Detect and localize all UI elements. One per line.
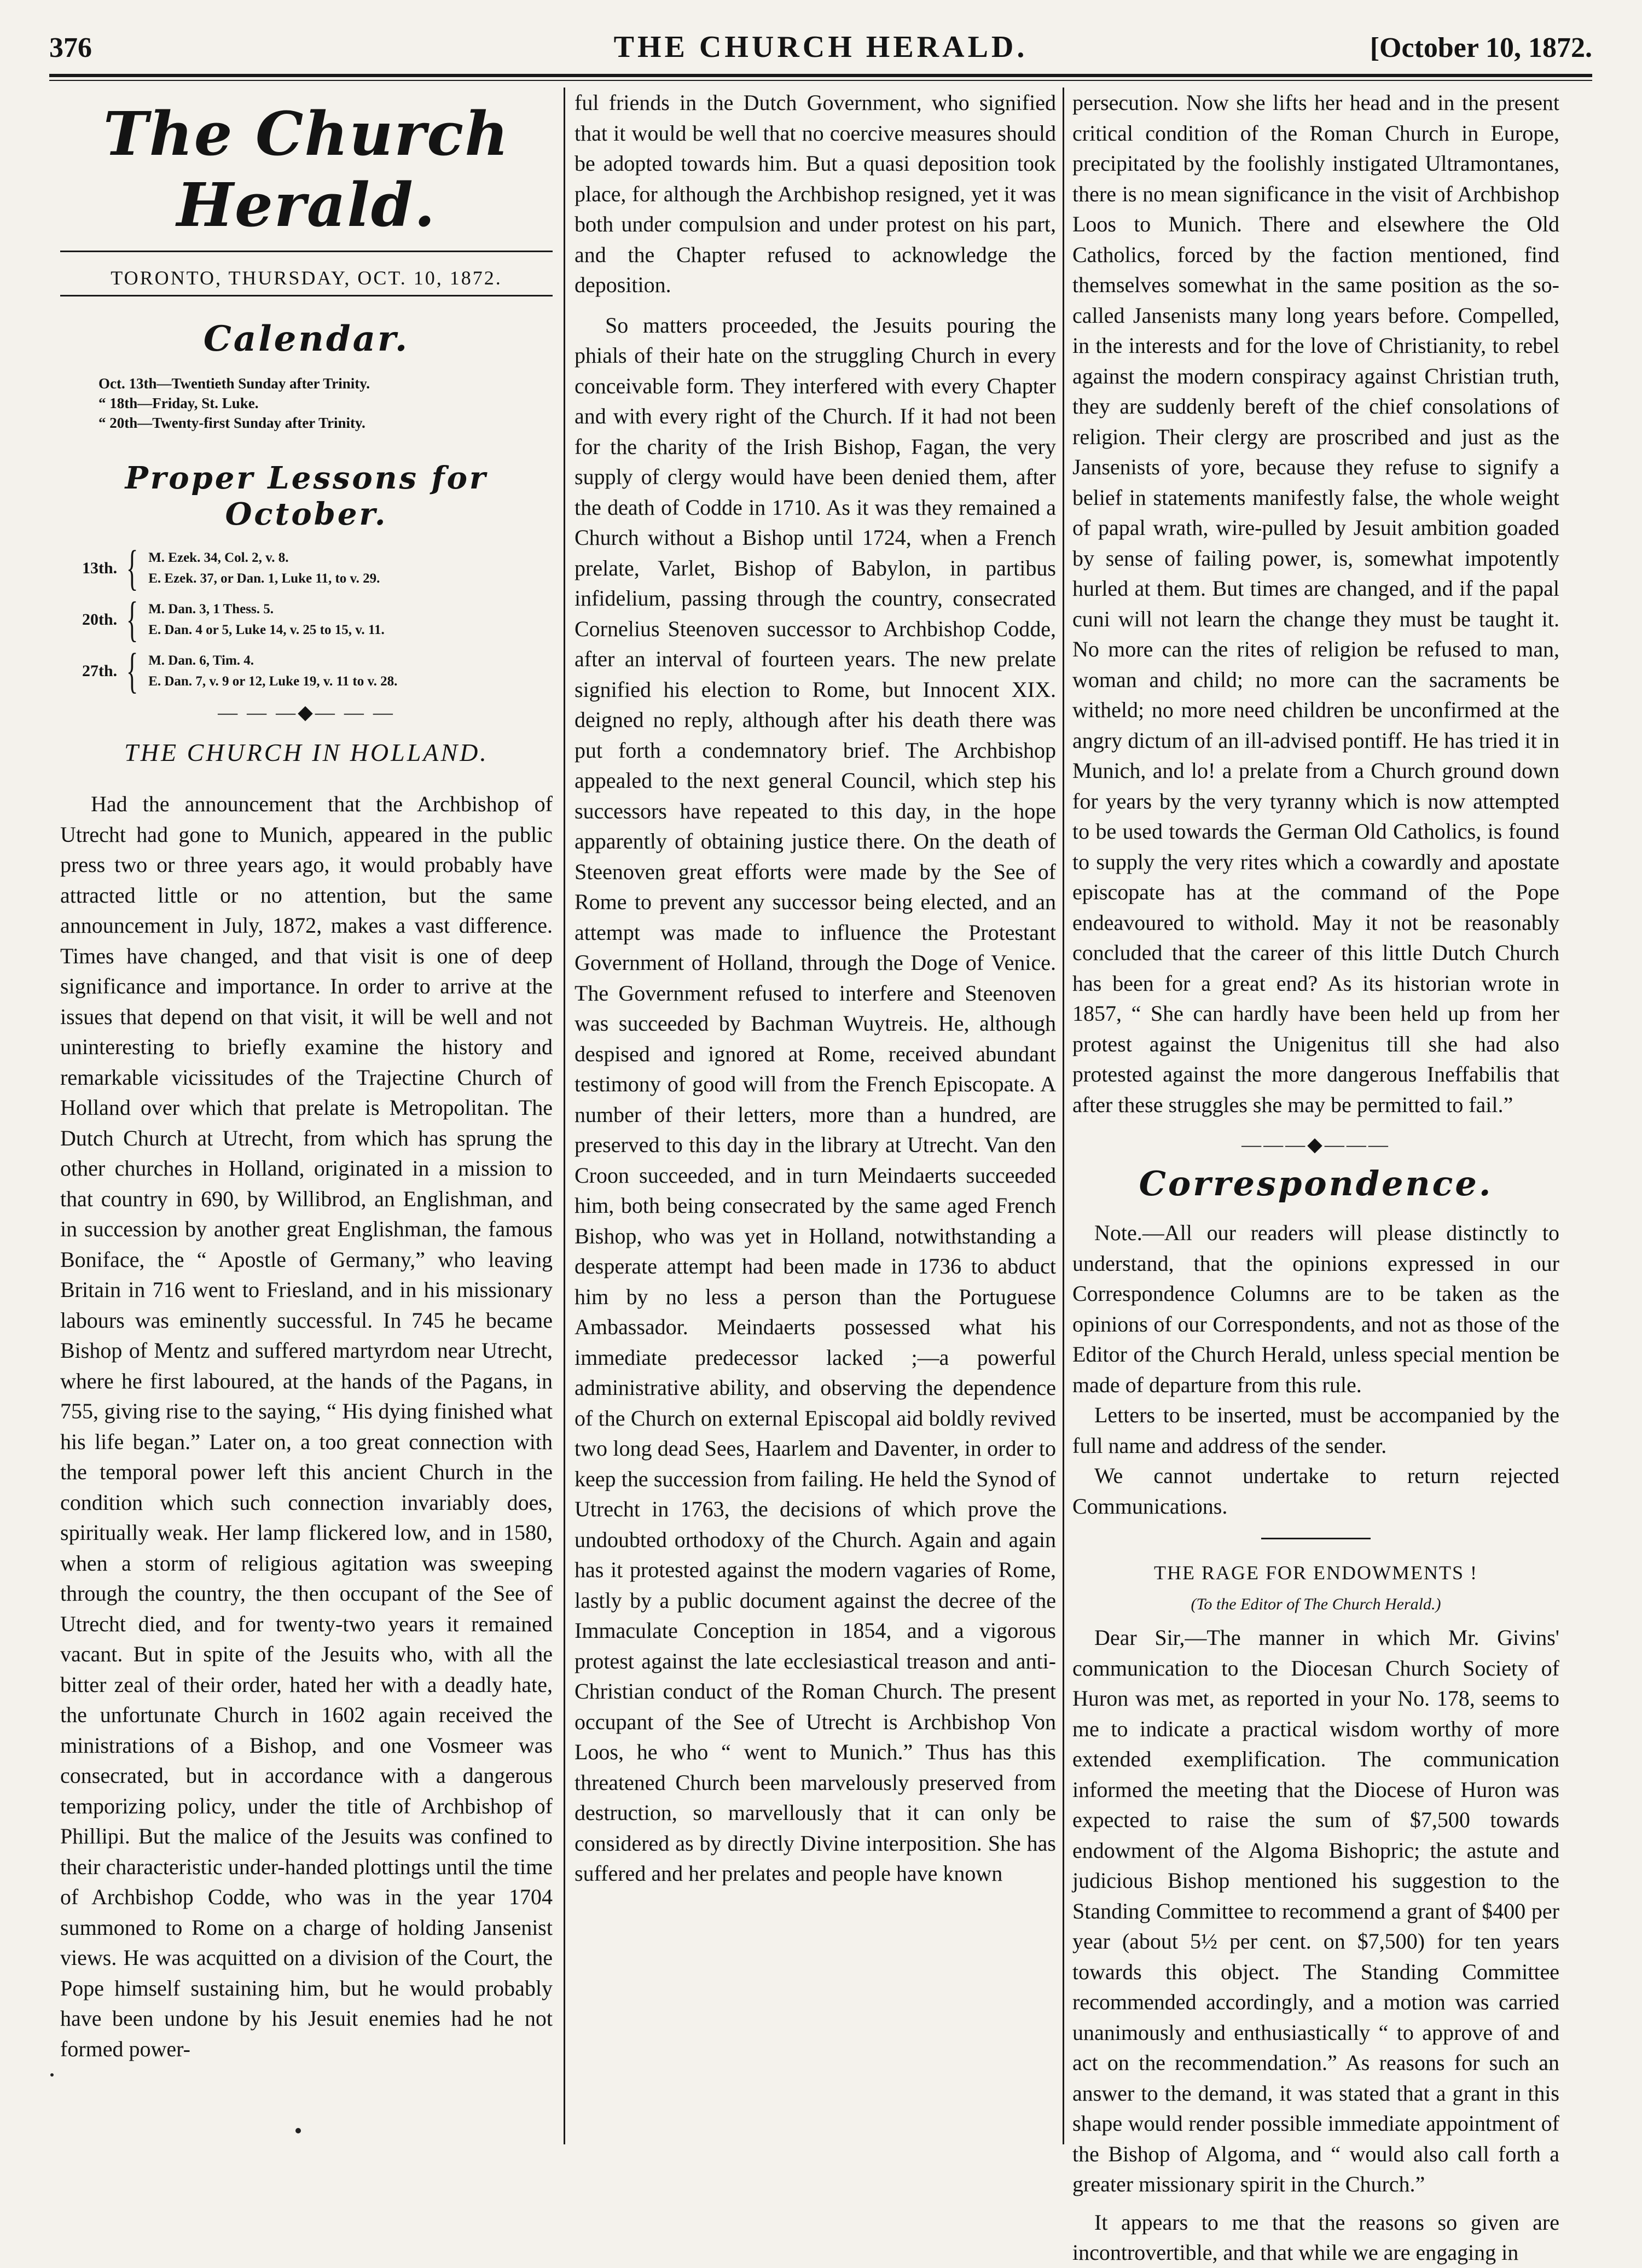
lesson-row — [82, 592, 553, 647]
lesson-row — [82, 541, 553, 595]
masthead-rule — [60, 251, 553, 252]
morning-lesson: M. Ezek. 34, Col. 2, v. 8. — [148, 550, 289, 565]
section-rule — [1261, 1538, 1371, 1539]
lesson-lines — [148, 599, 385, 641]
editor-note: Note.—All our readers will please distinctly to understand, that the opinions expressed in our Correspondence Columns are to be taken as the opinions of our Correspondents, and not as those of the Editor of the Church Herald, unless special mention be made of departure from this rule. — [1072, 1220, 1559, 1397]
article-heading: THE CHURCH IN HOLLAND. — [124, 738, 489, 766]
calendar-heading: Calendar. — [203, 318, 410, 359]
page-number: 376 — [49, 32, 92, 63]
dateline: TORONTO, THURSDAY, OCT. 10, 1872. — [111, 267, 502, 289]
header-rule-thin — [49, 80, 1592, 81]
lessons-heading: Proper Lessons for October. — [125, 460, 488, 532]
ornament-divider: — — —◆— — — — [218, 701, 395, 723]
article-paragraph: Had the announcement that the Archbishop of Utrecht had gone to Munich, appeared in the public press two or three years ago, it would probably have attracted little or no attention, but the same announcement in July, 1872, makes a vast difference. Times have changed, and that visit is one of deep significance and importance. In order to arrive at the issues that depend on that visit, it will be well and not uninteresting to briefly examine the history and remarkable vicissitudes of the Trajectine Church of Holland over which that prelate is Metropolitan. The Dutch Church at Utrecht, from which has sprung the other churches in Holland, originated in a mission to that country in 690, by Willibrod, an Englishman, and in succession by another great Englishman, the famous Boniface, the “ Apostle of Germany,” who leaving Britain in 716 went to Friesland, and in his missionary labours was eminently successful. In 745 he became Bishop of Mentz and suffered martyrdom near Utrecht, where he first laboured, at the hands of the Pagans, in 755, giving rise to the saying, “ His dying finished what his life began.” Later on, a too great connection with the temporal power left this ancient Church in the condition which such connection invariably does, spiritually weak. Her lamp flickered low, and in 1580, when a storm of religious agitation was sweeping through the country, the then occupant of the See of Utrecht died, and for twenty-two years it remained vacant. But in spite of the Jesuits who, with all the bitter zeal of their order, hated her with a deadly hate, the unfortunate Church in 1602 again received the ministrations of a Bishop, and one Vosmeer was consecrated, but in accordance with a dangerous temporizing policy, under the title of Archbishop of Phillipi. But the malice of the Jesuits was confined to their characteristic under-handed plottings until the time of Archbishop Codde, who was in the year 1704 summoned to Rome on a charge of holding Jansenist views. He was acquitted on a division of the Court, the Pope himself sustaining him, but he would probably have been undone by his Jesuit enemies had he not formed power- — [60, 792, 553, 2061]
running-header — [49, 22, 1592, 71]
editor-note: Letters to be inserted, must be accompanied by the full name and address of the sender. — [1072, 1403, 1559, 1458]
dateline-rule — [60, 295, 553, 296]
lesson-day: 27th. — [82, 662, 118, 680]
lesson-day: 20th. — [82, 610, 118, 629]
editor-note: We cannot undertake to return rejected Communications. — [1072, 1463, 1559, 1519]
brace-icon: { — [126, 592, 138, 647]
publication-title: THE CHURCH HERALD. — [613, 30, 1028, 64]
correspondence-heading: Correspondence. — [1139, 1164, 1493, 1203]
evening-lesson: E. Ezek. 37, or Dan. 1, Luke 11, to v. 29. — [148, 571, 380, 586]
issue-date: [October 10, 1872. — [1370, 32, 1592, 63]
calendar-entry: “ 18th—Friday, St. Luke. — [98, 395, 259, 411]
column-1 — [60, 88, 553, 2140]
lesson-row — [82, 644, 553, 698]
calendar-entry: “ 20th—Twenty-first Sunday after Trinity. — [98, 415, 365, 431]
letter-paragraph: Dear Sir,—The manner in which Mr. Givins' communication to the Diocesan Church Society of Huron was met, as reported in your No. 178, seems to me to indicate a practical wisdom worthy of more extended exemplification. The communication informed the meeting that the Diocese of Huron was expected to raise the sum of $7,500 towards endowment of the Algoma Bishopric; the astute and judicious Bishop mentioned his suggestion to the Standing Committee to recommend a grant of $400 per year (about 5½ per cent. on $7,500) for ten years towards this object. The Standing Committee recommended accordingly, and a motion was carried unanimously and enthusiastically “ to approve of and act on the recommendation.” As reasons for such an answer to the demand, it was stated that a grant in this shape would render possible immediate appointment of the Bishop of Algoma, and “ would also call forth a greater missionary spirit in the Church.” — [1072, 1625, 1559, 2196]
header-rule-thick — [49, 74, 1592, 77]
letter-addressee: (To the Editor of The Church Herald.) — [1191, 1595, 1441, 1613]
lessons-table — [82, 541, 553, 698]
morning-lesson: M. Dan. 6, Tim. 4. — [148, 653, 254, 668]
article-paragraph: persecution. Now she lifts her head and in the present critical condition of the Roman Church in Europe, precipitated by the foolishly instigated Ultramontanes, there is no mean significance in the visit of Archbishop Loos to Munich. There and elsewhere the Old Catholics, forced by the faction mentioned, find themselves somewhat in the same position as the so-called Jansenists many long years before. Compelled, in the interests and for the love of Christianity, to rebel against the modern conspiracy against Christian truth, they are suddenly bereft of the chief consolations of religion. Their clergy are proscribed and just as the Jansenists of yore, because they refuse to signify a belief in statements manifestly false, the whole weight of papal wrath, wire-pulled by Jesuit ambition goaded by sense of failing power, is, somewhat impotently hurled at them. But times are changed, and if the papal cuni will not learn the change they must be taught it. No more can the rites of religion be refused to man, woman and child; no more can the sacraments be witheld; no more need children be unconfirmed at the angry dictum of an ill-advised pontiff. He has tried it in Munich, and lo! a prelate from a Church ground down for years by the very tyranny which is now attempted to be used towards the German Old Catholics, is found to supply the very rites which a cowardly and apostate episcopate has at the command of the Pope endeavoured to withold. May it not be reasonably concluded that the career of this little Dutch Church has been for a great end? As its historian wrote in 1857, “ She can hardly have been held up from her protest against the Unigenitus till she had also protested against the more dangerous Ineffabilis that after these struggles she may be permitted to fail.” — [1072, 90, 1559, 1117]
letter-paragraph: It appears to me that the reasons so given are incontrovertible, and that while we are engaging in — [1072, 2209, 1559, 2265]
letter-heading: THE RAGE FOR ENDOWMENTS ! — [1154, 1562, 1478, 1584]
brace-icon: { — [126, 541, 138, 595]
column-2 — [575, 88, 1056, 2140]
lesson-lines — [148, 650, 397, 692]
column-rule-2 — [1063, 88, 1064, 2144]
column-rule-1 — [564, 88, 565, 2144]
column-3 — [1072, 88, 1559, 2265]
print-speck — [295, 2128, 301, 2133]
article-paragraph: So matters proceeded, the Jesuits pouring the phials of their hate on the struggling Church in every conceivable form. They interfered with every Chapter and with every right of the Church. If it had not been for the charity of the Irish Bishop, Fagan, the very supply of clergy would have been denied them, after the death of Codde in 1710. As it was they remained a Church without a Bishop until 1724, when a French prelate, Varlet, Bishop of Babylon, in partibus infidelium, passing through the country, consecrated Cornelius Steenoven successor to Archbishop Codde, after an interval of fourteen years. The new prelate signified his election to Rome, but Innocent XIX. deigned no reply, although after his death there was put forth a condemnatory brief. The Archbishop appealed to the next general Council, which step his successors have repeated to this day, in the hope apparently of obtaining justice there. On the death of Steenoven great efforts were made by the See of Rome to prevent any successor being elected, and an attempt was made to influence the Protestant Government of Holland, through the Doge of Venice. The Government refused to interfere and Steenoven was succeeded by Bachman Wuytreis. He, although despised and ignored at Rome, received abundant testimony of good will from the French Episcopate. A number of their letters, more than a hundred, are preserved to this day in the library at Utrecht. Van den Croon succeeded, and in turn Meindaerts succeeded him, both being consecrated by the same aged French Bishop, who was yet in Holland, notwithstanding a desperate attempt had been made in 1736 to abduct him by no less a person than the Portuguese Ambassador. Meindaerts possessed what his immediate predecessor lacked ;—a powerful administrative ability, and observing the dependence of the Church on external Episcopal aid boldly revived two long dead Sees, Haarlem and Daventer, in order to keep the succession from failing. He held the Synod of Utrecht in 1763, the decisions of which prove the undoubted orthodoxy of the Church. Again and again has it protested against the modern vagaries of Rome, lastly by a public document against the decree of the Immaculate Conception in 1854, and a vigorous protest against the late ecclesiastical treason and anti-Christian conduct of the Roman Church. The present occupant of the See of Utrecht is Archbishop Von Loos, he who “ went to Munich.” Thus has this threatened Church been marvelously preserved from destruction, so marvellously that it can only be considered as by directly Divine interposition. She has suffered and her prelates and people have known — [575, 312, 1056, 1886]
evening-lesson: E. Dan. 4 or 5, Luke 14, v. 25 to 15, v. 11. — [148, 623, 385, 637]
calendar-entry: Oct. 13th—Twentieth Sunday after Trinity. — [98, 375, 370, 392]
lesson-day: 13th. — [82, 559, 118, 577]
evening-lesson: E. Dan. 7, v. 9 or 12, Luke 19, v. 11 to v. 28. — [148, 674, 398, 689]
ornament-divider: ———◆——— — [1241, 1133, 1390, 1155]
morning-lesson: M. Dan. 3, 1 Thess. 5. — [148, 602, 274, 617]
print-speck — [50, 2073, 54, 2077]
brace-icon: { — [126, 644, 138, 698]
article-paragraph: ful friends in the Dutch Government, who signified that it would be well that no coercive measures should be adopted towards him. But a quasi deposition took place, for although the Archbishop resigned, yet it was both under compulsion and under protest on his part, and the Chapter refused to acknowledge the deposition. — [575, 90, 1056, 297]
masthead-title: The Church Herald. — [103, 98, 510, 240]
lesson-lines — [148, 548, 380, 589]
